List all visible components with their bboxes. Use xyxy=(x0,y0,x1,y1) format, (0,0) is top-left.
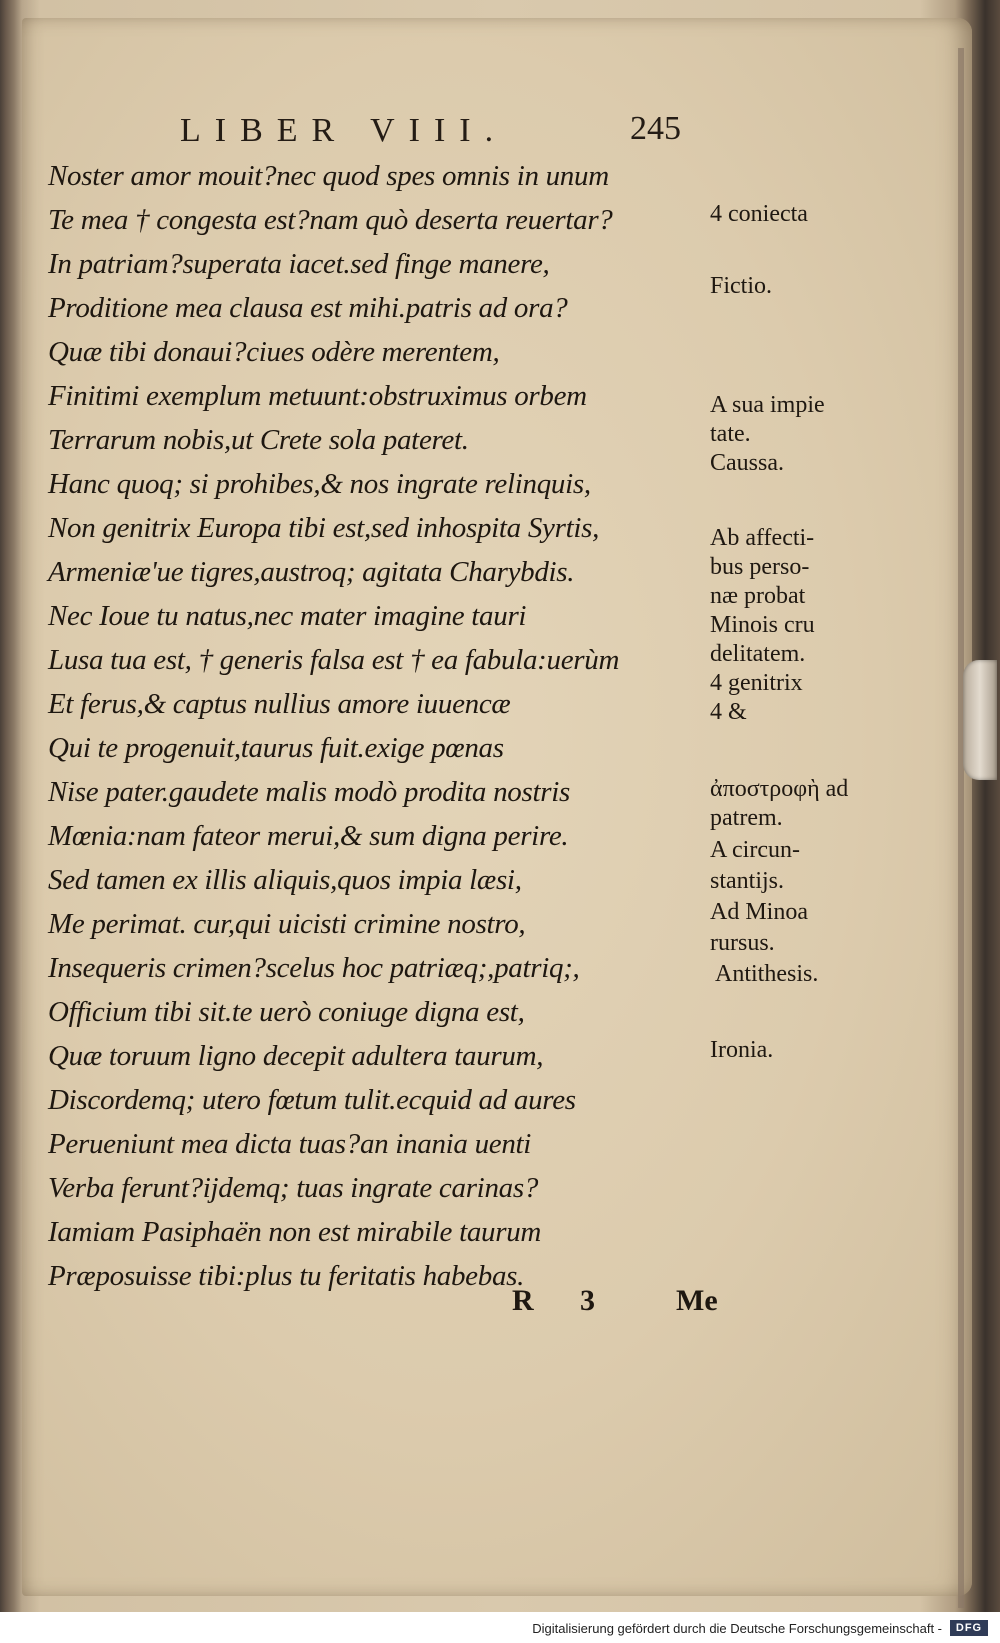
margin-note: tate. xyxy=(710,421,751,447)
running-head: LIBER VIII. xyxy=(180,112,508,149)
verse-line: Hanc quoq; si prohibes,& nos ingrate relinquis, xyxy=(48,468,591,500)
verse-line: In patriam?superata iacet.sed finge manere, xyxy=(48,248,550,280)
margin-note: 4 & xyxy=(710,699,747,725)
catchword: Me xyxy=(676,1284,718,1317)
margin-note: næ probat xyxy=(710,583,806,609)
verse-line: Insequeris crimen?scelus hoc patriæq;,patriq;, xyxy=(48,952,580,984)
verse-line: Sed tamen ex illis aliquis,quos impia læsi, xyxy=(48,864,522,896)
verse-line: Armeniæ'ue tigres,austroq; agitata Charybdis. xyxy=(48,556,575,588)
verse-line: Lusa tua est, † generis falsa est † ea fabula:uerùm xyxy=(48,644,620,676)
margin-note: Ironia. xyxy=(710,1037,774,1063)
verse-line: Nec Ioue tu natus,nec mater imagine tauri xyxy=(48,600,527,632)
margin-note: 4 coniecta xyxy=(710,201,808,227)
verse-line: Verba ferunt?ijdemq; tuas ingrate carinas? xyxy=(48,1172,539,1204)
margin-note: ἀποστροφὴ ad xyxy=(710,776,849,802)
margin-note: patrem. xyxy=(710,805,783,831)
verse-line: Nise pater.gaudete malis modò prodita nostris xyxy=(48,776,570,808)
verse-line: Non genitrix Europa tibi est,sed inhospita Syrtis, xyxy=(48,512,600,544)
margin-note: stantijs. xyxy=(710,868,785,894)
verse-block xyxy=(48,154,688,1298)
footer-bar xyxy=(0,1612,1000,1643)
margin-note: 4 genitrix xyxy=(710,670,803,696)
margin-note: A circun- xyxy=(710,837,800,863)
verse-line: Quæ toruum ligno decepit adultera taurum, xyxy=(48,1040,544,1072)
margin-note: rursus. xyxy=(710,930,775,956)
margin-note: Ad Minoa xyxy=(710,899,808,925)
verse-line: Qui te progenuit,taurus fuit.exige pœnas xyxy=(48,732,504,764)
page-clip xyxy=(963,660,997,780)
signature-number: 3 xyxy=(580,1284,595,1317)
margin-note: Ab affecti- xyxy=(710,525,815,551)
verse-line: Perueniunt mea dicta tuas?an inania uenti xyxy=(48,1128,532,1160)
verse-line: Præposuisse tibi:plus tu feritatis habebas. xyxy=(48,1260,525,1292)
verse-line: Mœnia:nam fateor merui,& sum digna perire. xyxy=(48,820,569,852)
margin-note: A sua impie xyxy=(710,392,825,418)
margin-note: delitatem. xyxy=(710,641,806,667)
margin-note: Antithesis. xyxy=(715,961,819,987)
verse-line: Et ferus,& captus nullius amore iuuencæ xyxy=(48,688,511,720)
margin-note: bus perso- xyxy=(710,554,810,580)
margin-note: Fictio. xyxy=(710,273,773,299)
signature-mark: R xyxy=(512,1284,534,1317)
footer-credit: Digitalisierung gefördert durch die Deutsche Forschungsgemeinschaft - xyxy=(532,1621,942,1636)
verse-line: Me perimat. cur,qui uicisti crimine nostro, xyxy=(48,908,526,940)
page-number: 245 xyxy=(630,110,681,147)
verse-line: Quæ tibi donaui?ciues odère merentem, xyxy=(48,336,500,368)
margin-note: Minois cru xyxy=(710,612,815,638)
verse-line: Officium tibi sit.te uerò coniuge digna est, xyxy=(48,996,525,1028)
verse-line: Terrarum nobis,ut Crete sola pateret. xyxy=(48,424,469,456)
dfg-logo: DFG xyxy=(950,1620,988,1636)
verse-line: Te mea † congesta est?nam quò deserta reuertar? xyxy=(48,204,613,236)
verse-line: Finitimi exemplum metuunt:obstruximus orbem xyxy=(48,380,587,412)
verse-line: Noster amor mouit?nec quod spes omnis in unum xyxy=(48,160,609,192)
verse-line: Discordemq; utero fœtum tulit.ecquid ad aures xyxy=(48,1084,576,1116)
verse-line: Proditione mea clausa est mihi.patris ad ora? xyxy=(48,292,568,324)
page-edge xyxy=(958,48,964,1608)
verse-line: Iamiam Pasiphaën non est mirabile taurum xyxy=(48,1216,542,1248)
margin-note: Caussa. xyxy=(710,450,784,476)
